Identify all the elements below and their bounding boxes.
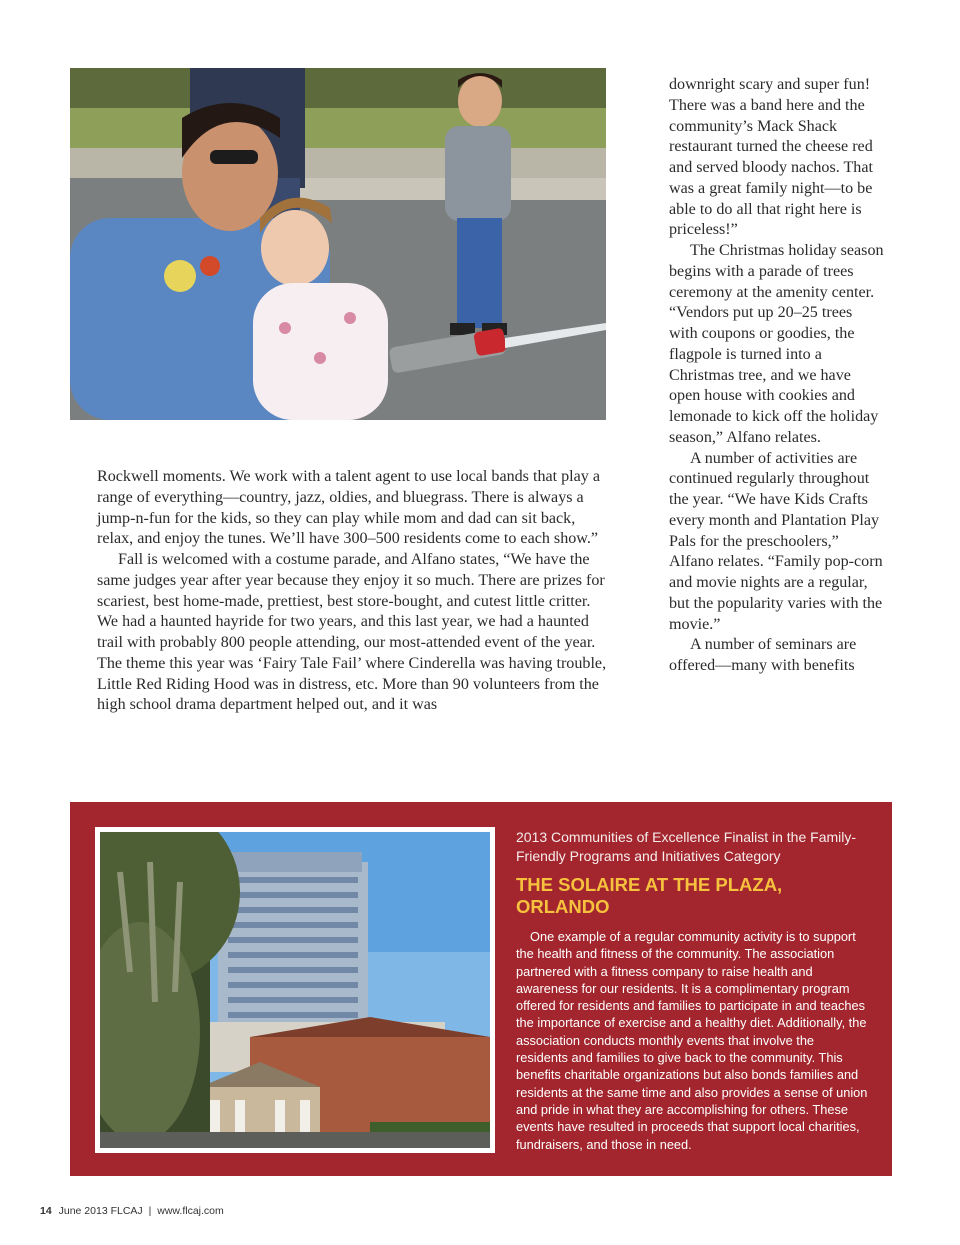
sidebar-body: One example of a regular community activity is to support the health and fitness of the community. The association partnered with a fitness company to raise health and awareness for our residents. It is a complimentary program offered for residents and families to participate in and teaches the importance of exercise and a healthy diet. Additionally, the association conducts monthly events that involve the residents and families to give back to the community. This benefits charitable organizations but also bonds families and residents at the same time and also provides a sense of union and pride in what they are accomplishing for others. These events have resulted in proceeds that support local charities, fundraisers, and those in need. [516, 929, 868, 1152]
page-number: 14 [40, 1205, 52, 1217]
article-paragraph: The Christmas holiday season begins with a parade of trees ceremony at the amenity center. “Vendors put up 20–25 trees with coupons or goodies, the flagpole is turned into a Christmas tree, and we have open house with cookies and lemonade to kick off the holiday season,” Alfano relates. [669, 242, 884, 446]
article-left-column [97, 467, 607, 716]
firefighter-photo-illustration [70, 68, 606, 420]
article-paragraph: Rockwell moments. We work with a talent agent to use local bands that play a range of everything—country, jazz, oldies, and bluegrass. There is always a jump-n-fun for the kids, so they can play while mom and dad can sit back, relax, and enjoy the tunes. We’ll have 300–500 residents come to each show.” [97, 468, 600, 548]
article-paragraph: A number of seminars are offered—many with benefits [669, 636, 857, 674]
page-footer [40, 1205, 224, 1217]
sidebar-title: THE SOLAIRE AT THE PLAZA, ORLANDO [516, 874, 783, 917]
firefighter-photo [70, 68, 606, 420]
article-paragraph: downright scary and super fun! There was a band here and the community’s Mack Shack restaurant turned the cheese red and served bloody nachos. That was a great family night—to be able to do all that right here is priceless!” [669, 76, 873, 239]
footer-publication: FLCAJ [110, 1205, 143, 1217]
article-paragraph: A number of activities are continued regularly throughout the year. “We have Kids Crafts every month and Plantation Play Pals for the preschoolers,” Alfano relates. “Family pop-corn and movie nights are a regular, but the popularity varies with the movie.” [669, 449, 883, 633]
article-paragraph: Fall is welcomed with a costume parade, and Alfano states, “We have the same judges year after year because they enjoy it so much. There are prizes for scariest, best home-made, prettiest, best store-bought, and cutest little critter. We had a haunted hayride for two years, and this last year, we had a haunted trail with probably 800 people attending, our most-attended event of the year. The theme this year was ‘Fairy Tale Fail’ where Cinderella was having trouble, Little Red Riding Hood was in distress, etc. More than 90 volunteers from the high school drama department helped out, and it was [97, 551, 607, 714]
sidebar-subtitle: 2013 Communities of Excellence Finalist in the Family-Friendly Programs and Initiatives Category [516, 829, 857, 864]
footer-website: www.flcaj.com [157, 1205, 224, 1217]
solaire-building-illustration [100, 832, 490, 1148]
solaire-building-photo [95, 827, 495, 1153]
footer-issue: June 2013 [58, 1205, 108, 1217]
footer-separator: | [148, 1205, 152, 1217]
finalist-sidebar [70, 802, 892, 1176]
article-right-column [669, 75, 884, 677]
sidebar-text [516, 828, 868, 1153]
